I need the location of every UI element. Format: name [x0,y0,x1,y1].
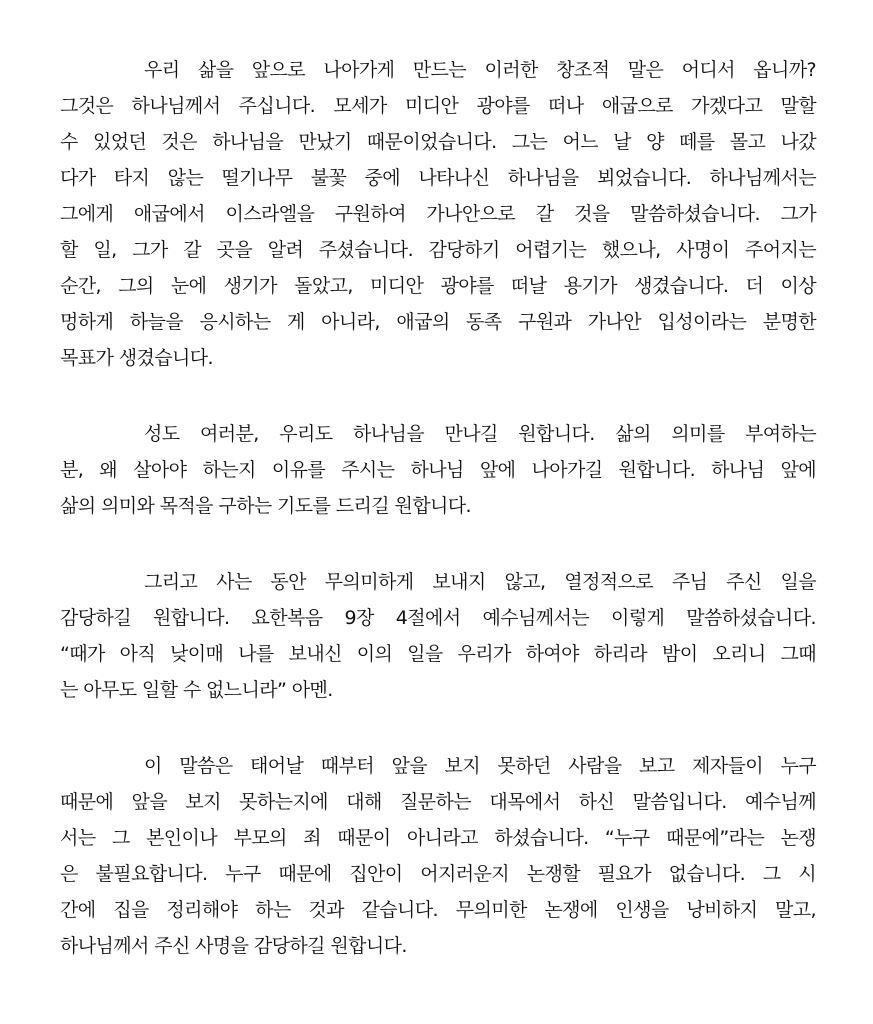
paragraph-2 [60,416,816,524]
text-line: 그것은 하나님께서 주십니다. 모세가 미디안 광야를 떠나 애굽으로 가겠다고 말할 [60,95,816,117]
text-line: 할 일, 그가 갈 곳을 알려 주셨습니다. 감당하기 어렵기는 했으나, 사명이 주어지는 [60,239,816,261]
text-line: 서는 그 본인이나 부모의 죄 때문이 아니라고 하셨습니다. “누구 때문에”라는 논쟁 [60,827,816,849]
paragraph-spacer [60,708,816,748]
paragraph-1 [60,52,816,376]
text-line: 목표가 생겼습니다. [60,347,213,369]
paragraph-spacer [60,524,816,564]
text-line: 이 말씀은 태어날 때부터 앞을 보지 못하던 사람을 보고 제자들이 누구 [144,755,816,777]
paragraph-3 [60,564,816,708]
text-line: 그에게 애굽에서 이스라엘을 구원하여 가나안으로 갈 것을 말씀하셨습니다. 그가 [60,203,816,225]
document-page [60,52,816,964]
text-line: 감당하길 원합니다. 요한복음 9장 4절에서 예수님께서는 이렇게 말씀하셨습니다. [60,607,816,629]
text-line: 우리 삶을 앞으로 나아가게 만드는 이러한 창조적 말은 어디서 옵니까? [144,59,816,81]
text-line: 그리고 사는 동안 무의미하게 보내지 않고, 열정적으로 주님 주신 일을 [144,571,816,593]
text-line: 때문에 앞을 보지 못하는지에 대해 질문하는 대목에서 하신 말씀입니다. 예수님께 [60,791,816,813]
text-line: 는 아무도 일할 수 없느니라” 아멘. [60,679,333,701]
text-line: 수 있었던 것은 하나님을 만났기 때문이었습니다. 그는 어느 날 양 떼를 몰고 나갔 [60,131,816,153]
text-line: 삶의 의미와 목적을 구하는 기도를 드리길 원합니다. [60,495,471,517]
text-line: 분, 왜 살아야 하는지 이유를 주시는 하나님 앞에 나아가길 원합니다. 하나님 앞에 [60,459,816,481]
text-line: 은 불필요합니다. 누구 때문에 집안이 어지러운지 논쟁할 필요가 없습니다. 그 시 [60,863,816,885]
text-line: 멍하게 하늘을 응시하는 게 아니라, 애굽의 동족 구원과 가나안 입성이라는 분명한 [60,311,816,333]
text-line: 간에 집을 정리해야 하는 것과 같습니다. 무의미한 논쟁에 인생을 낭비하지 말고, [60,899,816,921]
text-line: 하나님께서 주신 사명을 감당하길 원합니다. [60,935,407,957]
text-line: 순간, 그의 눈에 생기가 돌았고, 미디안 광야를 떠날 용기가 생겼습니다. 더 이상 [60,275,816,297]
text-line: 성도 여러분, 우리도 하나님을 만나길 원합니다. 삶의 의미를 부여하는 [144,423,816,445]
paragraph-4 [60,748,816,964]
paragraph-spacer [60,376,816,416]
text-line: 다가 타지 않는 떨기나무 불꽃 중에 나타나신 하나님을 뵈었습니다. 하나님께서는 [60,167,816,189]
text-line: “때가 아직 낮이매 나를 보내신 이의 일을 우리가 하여야 하리라 밤이 오리니 그때 [60,643,816,665]
